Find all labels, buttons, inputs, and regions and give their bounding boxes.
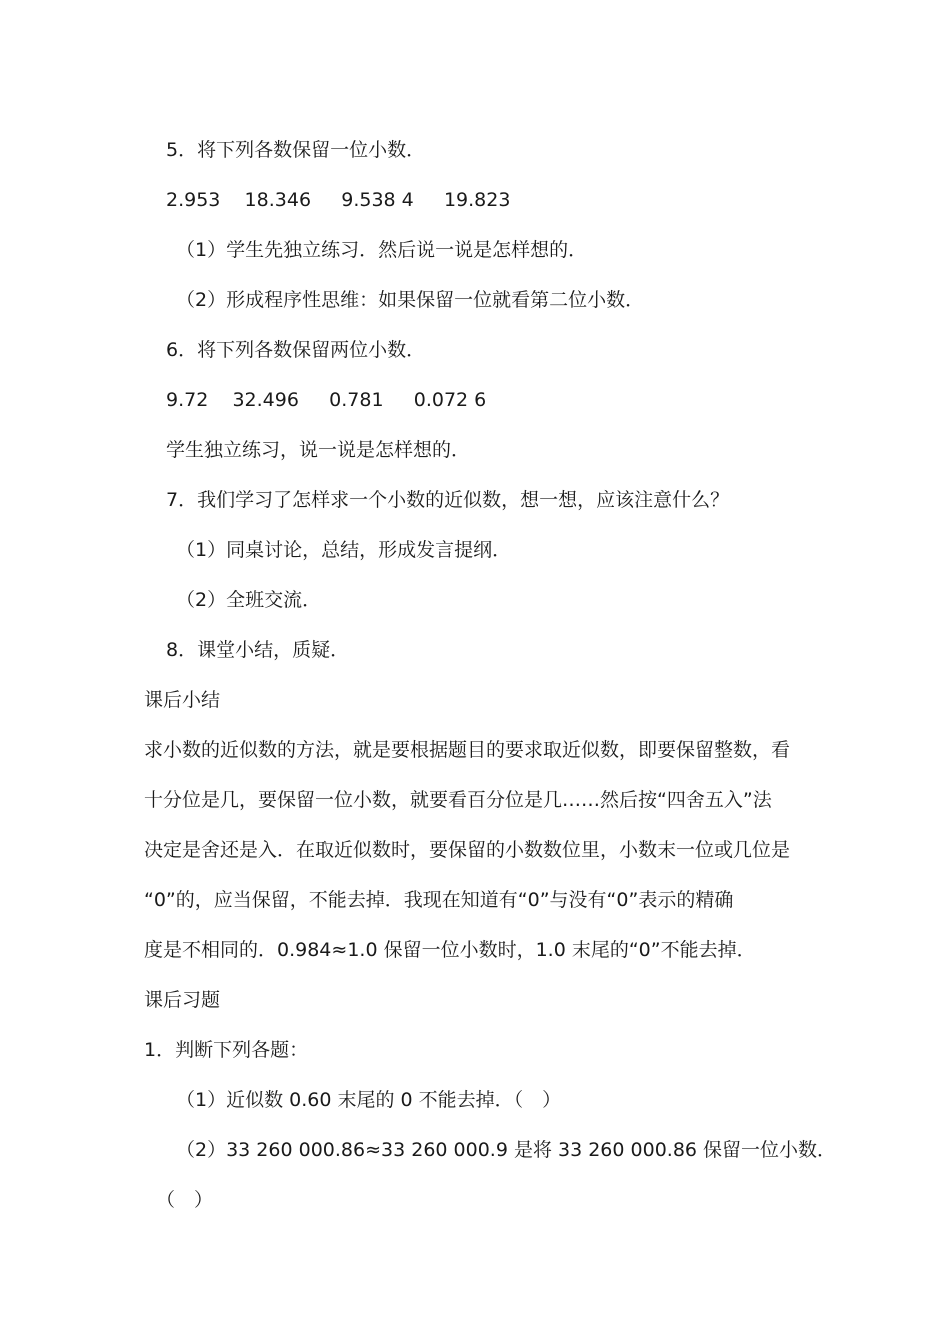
problem-6-numbers: 9.72 32.496 0.781 0.072 6: [166, 389, 487, 411]
problem-5-step-2: （2）形成程序性思维：如果保留一位就看第二位小数．: [176, 289, 645, 311]
summary-paragraph-line-5: 度是不相同的．0.984≈1.0 保留一位小数时，1.0 末尾的“0”不能去掉．: [144, 939, 756, 961]
exercise-1-heading: 1．判断下列各题：: [144, 1039, 309, 1061]
problem-7-heading: 7．我们学习了怎样求一个小数的近似数，想一想，应该注意什么？: [166, 489, 730, 511]
problem-5-numbers: 2.953 18.346 9.538 4 19.823: [166, 189, 511, 211]
exercise-1-item-1: （1）近似数 0.60 末尾的 0 不能去掉．（ ）: [176, 1089, 562, 1111]
problem-5-heading: 5．将下列各数保留一位小数．: [166, 139, 426, 161]
problem-6-instruction: 学生独立练习，说一说是怎样想的．: [166, 439, 471, 461]
summary-heading: 课后小结: [144, 689, 221, 711]
problem-6-heading: 6．将下列各数保留两位小数．: [166, 339, 426, 361]
problem-8-heading: 8．课堂小结，质疑．: [166, 639, 350, 661]
exercise-1-item-2: （2）33 260 000.86≈33 260 000.9 是将 33 260 000.86 保留一位小数．: [176, 1139, 837, 1161]
summary-paragraph-line-2: 十分位是几，要保留一位小数，就要看百分位是几……然后按“四舍五入”法: [144, 789, 772, 811]
summary-paragraph-line-3: 决定是舍还是入．在取近似数时，要保留的小数数位里，小数末一位或几位是: [144, 839, 791, 861]
exercises-heading: 课后习题: [144, 989, 221, 1011]
problem-7-step-2: （2）全班交流．: [176, 589, 322, 611]
problem-5-step-1: （1）学生先独立练习．然后说一说是怎样想的．: [176, 239, 588, 261]
problem-7-step-1: （1）同桌讨论，总结，形成发言提纲．: [176, 539, 512, 561]
summary-paragraph-line-1: 求小数的近似数的方法，就是要根据题目的要求取近似数，即要保留整数，看: [144, 739, 791, 761]
summary-paragraph-line-4: “0”的，应当保留，不能去掉．我现在知道有“0”与没有“0”表示的精确: [144, 889, 734, 911]
exercise-1-item-2-answer-blank: （ ）: [156, 1189, 214, 1211]
